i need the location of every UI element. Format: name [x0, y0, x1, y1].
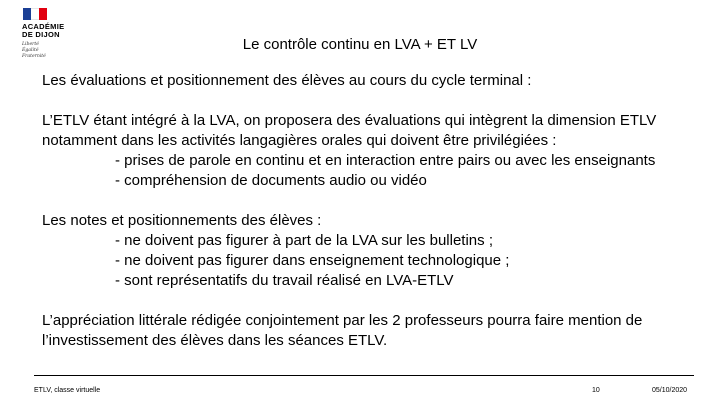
logo-line-2: DE DIJON: [22, 30, 60, 39]
page-number: 10: [592, 387, 600, 394]
section3-bullet-2: - ne doivent pas figurer dans enseignement technologique ;: [115, 252, 510, 269]
slide-body: [42, 71, 692, 351]
section2-bullet-1: - prises de parole en continu et en interaction entre pairs ou avec les enseignants: [115, 152, 656, 169]
motto-liberte: Liberté: [22, 42, 39, 47]
footer-label: ETLV, classe virtuelle: [34, 387, 101, 394]
motto-egalite: Égalité: [22, 48, 39, 53]
spacer: [42, 91, 692, 111]
section1-heading: Les évaluations et positionnement des élèves au cours du cycle terminal :: [42, 72, 532, 89]
spacer: [42, 191, 692, 211]
footer-date: 05/10/2020: [652, 387, 688, 394]
section4-text: L’appréciation littérale rédigée conjointement par les 2 professeurs pourra faire mention de l’investissement des élèves dans les séances ETLV.: [42, 312, 643, 349]
section2-bullet-2: - compréhension de documents audio ou vidéo: [115, 172, 427, 189]
logo-line-1: ACADÉMIE: [22, 22, 65, 31]
section2-intro: L’ETLV étant intégré à la LVA, on proposera des évaluations qui intègrent la dimension ETLV notamment dans les activités langagières orales qui doivent être privilégiées :: [42, 112, 657, 149]
section3-bullet-1: - ne doivent pas figurer à part de la LVA sur les bulletins ;: [115, 232, 493, 249]
motto-fraternite: Fraternité: [22, 54, 46, 59]
section3-intro: Les notes et positionnements des élèves :: [42, 212, 322, 229]
slide-title: Le contrôle continu en LVA + ET LV: [242, 36, 478, 53]
spacer: [42, 291, 692, 311]
section3-bullet-3: - sont représentatifs du travail réalisé en LVA-ETLV: [115, 272, 454, 289]
republic-flag-icon: [23, 8, 47, 20]
footer-divider: [34, 375, 694, 376]
